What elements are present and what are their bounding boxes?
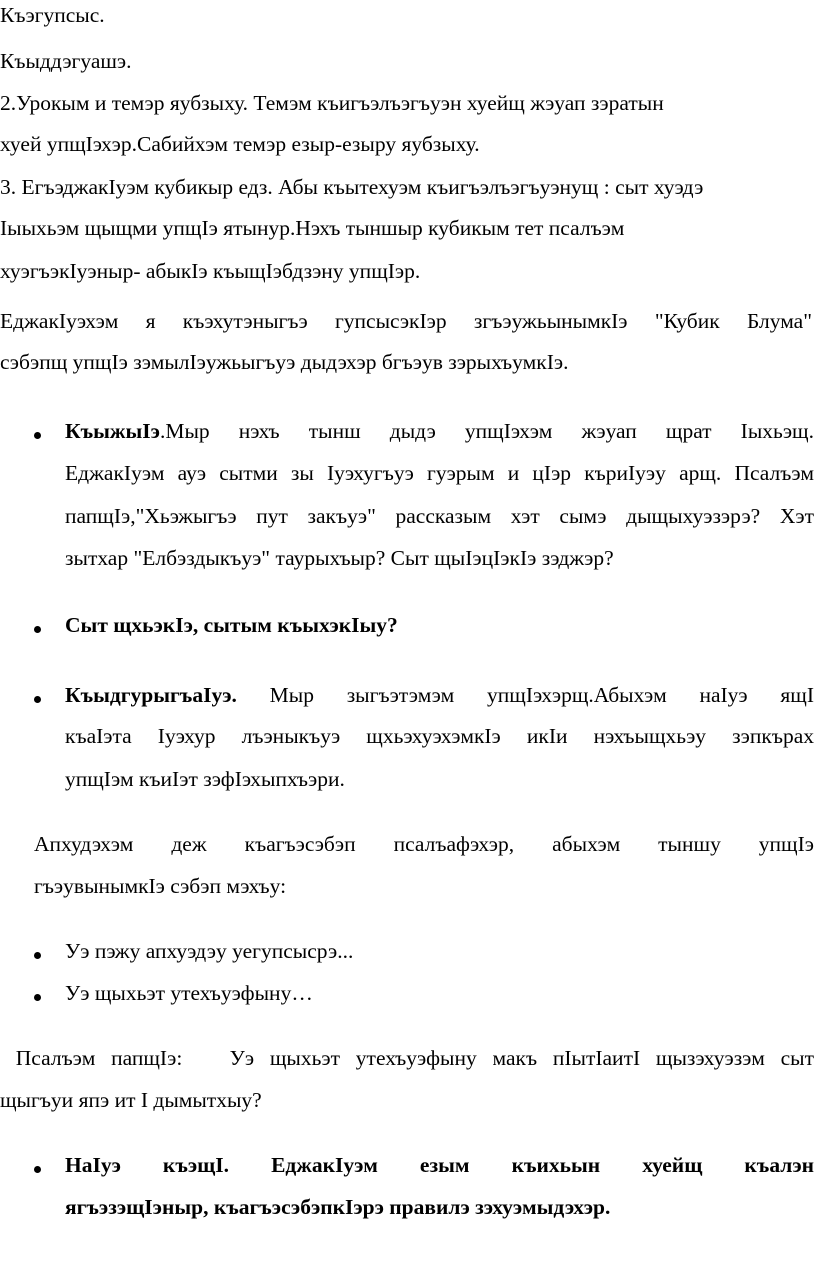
- paragraph-3-line-1: 3. ЕгъэджакIуэм кубикыр едз. Абы къытехуэм къигъэлъэгъуэнущ : сыт хуэдэ: [0, 175, 704, 199]
- paragraph-3-line-2: Iыыхьэм щыщми упщIэ ятынур.Нэхъ тыншыр кубикым тет псалъэм: [0, 216, 625, 240]
- bullet-2-title: Сыт щхьэкIэ, сытым къыхэкIыу?: [65, 613, 398, 637]
- paragraph-2-line-2: хуей упщIэхэр.Сабийхэм темэр езыр-езыру яубзыху.: [0, 132, 480, 156]
- bullet-1-title: КъыжыIэ: [65, 419, 160, 443]
- bullet-5-line-1: Уэ щыхьэт утехъуэфыну…: [65, 981, 313, 1005]
- bullet-3-title: КъыдгурыгъаIуэ.: [65, 683, 237, 707]
- bullet-icon: [34, 626, 41, 633]
- paragraph-kyddeguashe: Къыддэгуашэ.: [0, 49, 132, 73]
- paragraph-psalem-line-2: щыгъуи япэ ит I дымытхыу?: [0, 1088, 262, 1112]
- bullet-4-line-1: Уэ пэжу апхуэдэу уегупсысрэ...: [65, 939, 354, 963]
- paragraph-kegupsys: Къэгупсыс.: [0, 3, 105, 27]
- paragraph-psalem-line-1: Псалъэм папщIэ: Уэ щыхьэт утехъуэфыну макъ пIытIаитI щызэхуэзэм сыт: [0, 1046, 814, 1070]
- bullet-6-line-2: ягъэзэщIэныр, къагъэсэбэпкIэрэ правилэ зэхуэмыдэхэр.: [65, 1195, 611, 1219]
- paragraph-kubik-line-2: сэбэпщ упщIэ зэмылIэужьыгъуэ дыдэхэр бгъэув зэрыхъумкIэ.: [0, 350, 569, 374]
- bullet-3-line-3: упщIэм къиIэт зэфIэхыпхъэри.: [65, 767, 345, 791]
- paragraph-2-line-1: 2.Урокым и темэр яубзыху. Темэм къигъэлъэгъуэн хуейщ жэуап зэратын: [0, 91, 664, 115]
- bullet-1-line-2: ЕджакIуэм ауэ сытми зы Iуэхугъуэ гуэрым и цIэр къриIуэу арщ. Псалъэм: [65, 461, 814, 485]
- paragraph-apkhudekhem-line-1: Апхудэхэм деж къагъэсэбэп псалъафэхэр, абыхэм тыншу упщIэ: [34, 832, 814, 856]
- paragraph-apkhudekhem-line-2: гъэувынымкIэ сэбэп мэхъу:: [34, 874, 287, 898]
- bullet-1-line-3: папщIэ,"Хьэжыгъэ пут закъуэ" рассказым хэт сымэ дыщыхуэзэрэ? Хэт: [65, 504, 814, 528]
- bullet-icon: [34, 1166, 41, 1173]
- bullet-icon: [34, 696, 41, 703]
- bullet-1-line-1-text: .Мыр нэхъ тынш дыдэ упщIэхэм жэуап щрат Iыхьэщ.: [159, 419, 814, 443]
- bullet-icon: [34, 432, 41, 439]
- paragraph-kubik-line-1: ЕджакIуэхэм я къэхутэныгъэ гупсысэкIэр згъэужьынымкIэ "Кубик Блума": [0, 309, 812, 333]
- bullet-2-line-1: [65, 610, 398, 640]
- bullet-icon: [34, 994, 41, 1001]
- bullet-3-line-1-text: Мыр зыгъэтэмэм упщIэхэрщ.Абыхэм наIуэ ящI: [236, 683, 814, 707]
- paragraph-3-line-3: хуэгъэкIуэныр- абыкIэ къыщIэбдзэну упщIэр.: [0, 259, 421, 283]
- bullet-3-line-1: [65, 680, 814, 710]
- bullet-6-line-1: НаIуэ къэщI. ЕджакIуэм езым къихьын хуейщ къалэн: [65, 1153, 814, 1177]
- bullet-icon: [34, 952, 41, 959]
- bullet-1-line-4: зытхар "Елбэздыкъуэ" таурыхъыр? Сыт щыIэцIэкIэ зэджэр?: [65, 546, 614, 570]
- bullet-1-line-1: [65, 416, 814, 446]
- bullet-3-line-2: къаIэта Iуэхур лъэныкъуэ щхьэхуэхэмкIэ икIи нэхъыщхьэу зэпкърах: [65, 724, 814, 748]
